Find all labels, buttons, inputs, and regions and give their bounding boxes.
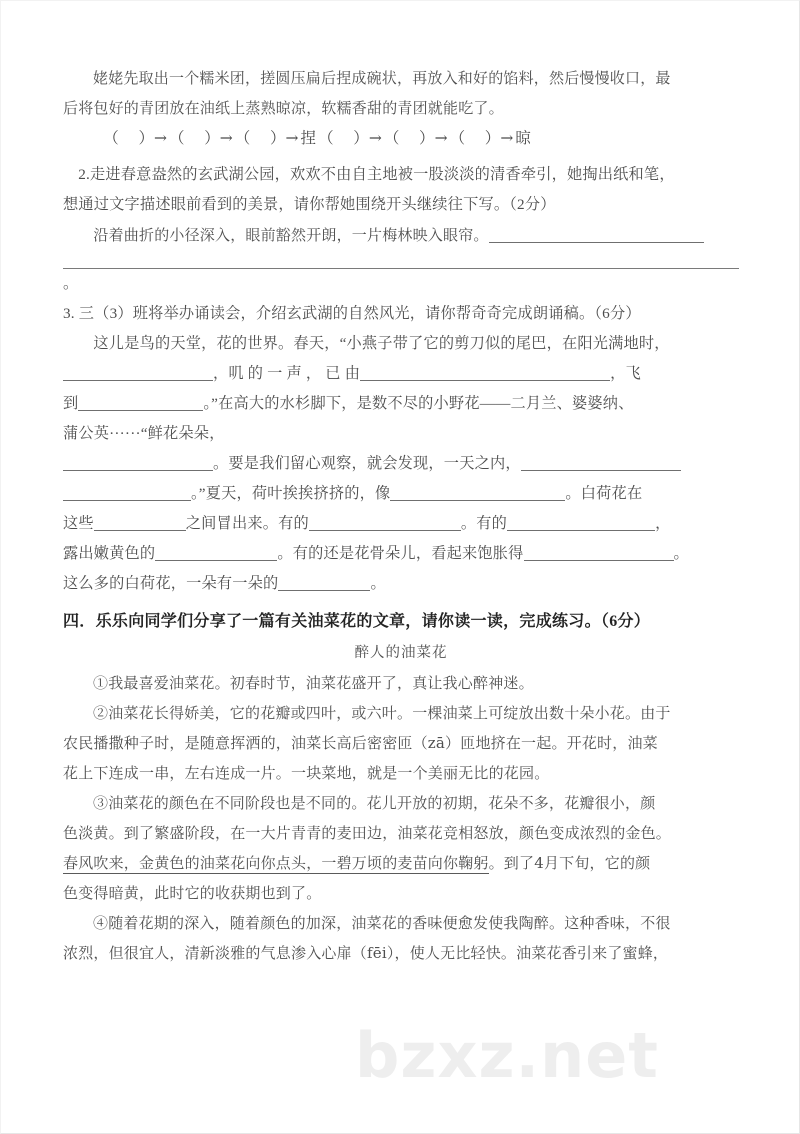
q3-line4: 蒲公英······“鲜花朵朵，: [63, 425, 225, 442]
q2-stem-line1: [63, 160, 739, 190]
article-paragraph-3-line1: [63, 788, 739, 818]
q3-line2-mid: ，叽 的 一 声 ， 已 由: [213, 365, 361, 382]
q3-line8-pre: 露出嫩黄色的: [63, 545, 156, 562]
q3-line1: 这儿是鸟的天堂，花的世界。春天，“小燕子带了它的剪刀似的尾巴，在阳光满地时，: [93, 335, 670, 352]
para-text-4a: 随着花期的深入，随着颜色的加深，油菜花的香味便愈发使我陶醉。这种香味，不很: [108, 914, 671, 932]
q3-line2-tail: ，飞: [610, 365, 641, 382]
q3-blank-3[interactable]: [78, 395, 203, 411]
arrow-6: →: [500, 129, 516, 147]
arrow-5: →: [434, 129, 450, 147]
q3-line7-tail: ，: [655, 515, 671, 532]
underlined-sentence: 春风吹来，金黄色的油菜花向你点头，一碧万顷的麦苗向你鞠躬: [63, 854, 489, 872]
q3-line6: [63, 479, 739, 509]
para-marker-1: ①: [93, 674, 109, 692]
q3-line7-mid: 之间冒出来。有的: [185, 515, 309, 532]
blank-paren-2[interactable]: （ ）: [169, 129, 220, 147]
article-paragraph-3-line3: [63, 848, 739, 878]
watermark-text: bzxz.net: [355, 1019, 659, 1092]
after-underline-text: 。到了4月下旬，它的颜: [488, 854, 651, 872]
arrow-2: →: [219, 129, 235, 147]
q3-blank-6[interactable]: [63, 485, 191, 501]
q3-blank-4[interactable]: [63, 455, 213, 471]
q3-blank-2[interactable]: [360, 365, 610, 381]
q3-line5-mid: 。要是我们留心观察，就会发现，一天之内，: [213, 455, 521, 472]
q3-blank-7[interactable]: [390, 485, 565, 501]
blank-paren-3[interactable]: （ ）: [234, 129, 286, 147]
para-text-1: 我最喜爱油菜花。初春时节，油菜花盛开了，真让我心醉神迷。: [108, 674, 534, 692]
q3-line7-pre: 这些: [63, 515, 94, 532]
article-paragraph-2-line1: [63, 698, 739, 728]
q3-line3: [63, 389, 739, 419]
spacer: [63, 599, 739, 606]
q1-answer-sequence: [63, 123, 739, 153]
q1-passage-line2: 后将包好的青团放在油纸上蒸熟晾凉，软糯香甜的青团就能吃了。: [63, 99, 504, 117]
q3-blank-11[interactable]: [155, 545, 277, 561]
q3-blank-5[interactable]: [521, 455, 681, 471]
para-marker-4: ④: [93, 914, 109, 932]
q2-end-period: 。: [63, 275, 79, 292]
para-text-3a: 油菜花的颜色在不同阶段也是不同的。花儿开放的初期，花朵不多，花瓣很小，颜: [108, 794, 656, 812]
article-paragraph-1: [63, 668, 739, 698]
q3-number: 3.: [63, 305, 75, 322]
q3-line9-tail: 。: [370, 575, 386, 592]
spacer: [63, 153, 739, 160]
q2-prompt-text: 沿着曲折的小径深入，眼前豁然开朗，一片梅林映入眼帘。: [93, 226, 489, 244]
article-paragraph-4-line2: 浓烈，但很宜人，清新淡雅的气息渗入心扉（fēi），使人无比轻快。油菜花香引来了蜜蜂，: [63, 944, 669, 962]
article-paragraph-3-line2: 色淡黄。到了繁盛阶段，在一大片青青的麦田边，油菜花竞相怒放，颜色变成浓烈的金色。: [63, 824, 672, 842]
article-paragraph-2-line2: 农民播撒种子时，是随意挥洒的，油菜长高后密密匝（zā）匝地挤在一起。开花时，油菜: [63, 734, 658, 752]
article-paragraph-3-line4: 色变得暗黄，此时它的收获期也到了。: [63, 884, 322, 902]
q2-number: 2.: [78, 166, 90, 183]
q2-stem-line2: 想通过文字描述眼前看到的美景，请你帮她围绕开头继续往下写。（2分）: [63, 196, 556, 213]
q3-stem: [63, 299, 739, 329]
q3-line8: [63, 539, 739, 569]
para-text-2a: 油菜花长得娇美，它的花瓣或四叶，或六叶。一棵油菜上可绽放出数十朵小花。由于: [108, 704, 671, 722]
blank-paren-5[interactable]: （ ）: [383, 129, 435, 147]
article-paragraph-4-line1: [63, 908, 739, 938]
q1-passage-line1: 姥姥先取出一个糯米团，搓圆压扁后捏成碗状，再放入和好的馅料，然后慢慢收口，最: [93, 69, 671, 87]
q3-stem-text: 三（3）班将举办诵读会，介绍玄武湖的自然风光，请你帮奇奇完成朗诵稿。（6分）: [78, 305, 641, 322]
q3-line9-pre: 这么多的白荷花，一朵有一朵的: [63, 575, 279, 592]
q3-line3-pre: 到: [63, 395, 79, 412]
article-title: 醉人的油菜花: [354, 645, 448, 661]
q3-blank-9[interactable]: [309, 515, 461, 531]
arrow-4: →: [368, 129, 384, 147]
q3-line5: [63, 449, 739, 479]
arrow-1: →: [154, 129, 170, 147]
q3-blank-13[interactable]: [278, 575, 370, 591]
filled-answer-nie: 捏: [300, 129, 319, 147]
q3-blank-1[interactable]: [63, 365, 213, 381]
q2-stem-text-1: 走进春意盎然的玄武湖公园，欢欢不由自主地被一股淡淡的清香牵引，她掏出纸和笔，: [89, 166, 675, 183]
q3-line7: [63, 509, 739, 539]
q3-blank-12[interactable]: [524, 545, 674, 561]
para-marker-2: ②: [93, 704, 109, 722]
q3-line8-tail: 。: [673, 545, 689, 562]
para-marker-3: ③: [93, 794, 109, 812]
q3-line2: [63, 359, 739, 389]
q2-write-blank-1[interactable]: [489, 227, 704, 243]
q3-blank-8[interactable]: [94, 515, 186, 531]
q3-line8-mid: 。有的还是花骨朵儿，看起来饱胀得: [277, 545, 524, 562]
arrow-3: →: [285, 129, 301, 147]
blank-paren-1[interactable]: （ ）: [103, 129, 155, 147]
page-content: [1, 1, 799, 968]
blank-paren-6[interactable]: （ ）: [449, 129, 501, 147]
q3-line6-tail: 。白荷花在: [565, 485, 643, 502]
article-paragraph-2-line3: 花上下连成一串，左右连成一片。一块菜地，就是一个美丽无比的花园。: [63, 764, 550, 782]
q3-line7-mid2: 。有的: [460, 515, 508, 532]
q3-line9: [63, 569, 739, 599]
q2-answer-line1: [63, 220, 739, 251]
filled-answer-liang: 晾: [515, 129, 533, 147]
section4-heading: 四．乐乐向同学们分享了一篇有关油菜花的文章，请你读一读，完成练习。（6分）: [63, 613, 651, 630]
q3-line6-mid: 。”夏天，荷叶挨挨挤挤的，像: [191, 485, 391, 502]
blank-paren-4[interactable]: （ ）: [318, 129, 369, 147]
q3-blank-10[interactable]: [507, 515, 655, 531]
q3-line3-post: 。”在高大的水杉脚下，是数不尽的小野花——二月兰、婆婆纳、: [203, 395, 634, 412]
